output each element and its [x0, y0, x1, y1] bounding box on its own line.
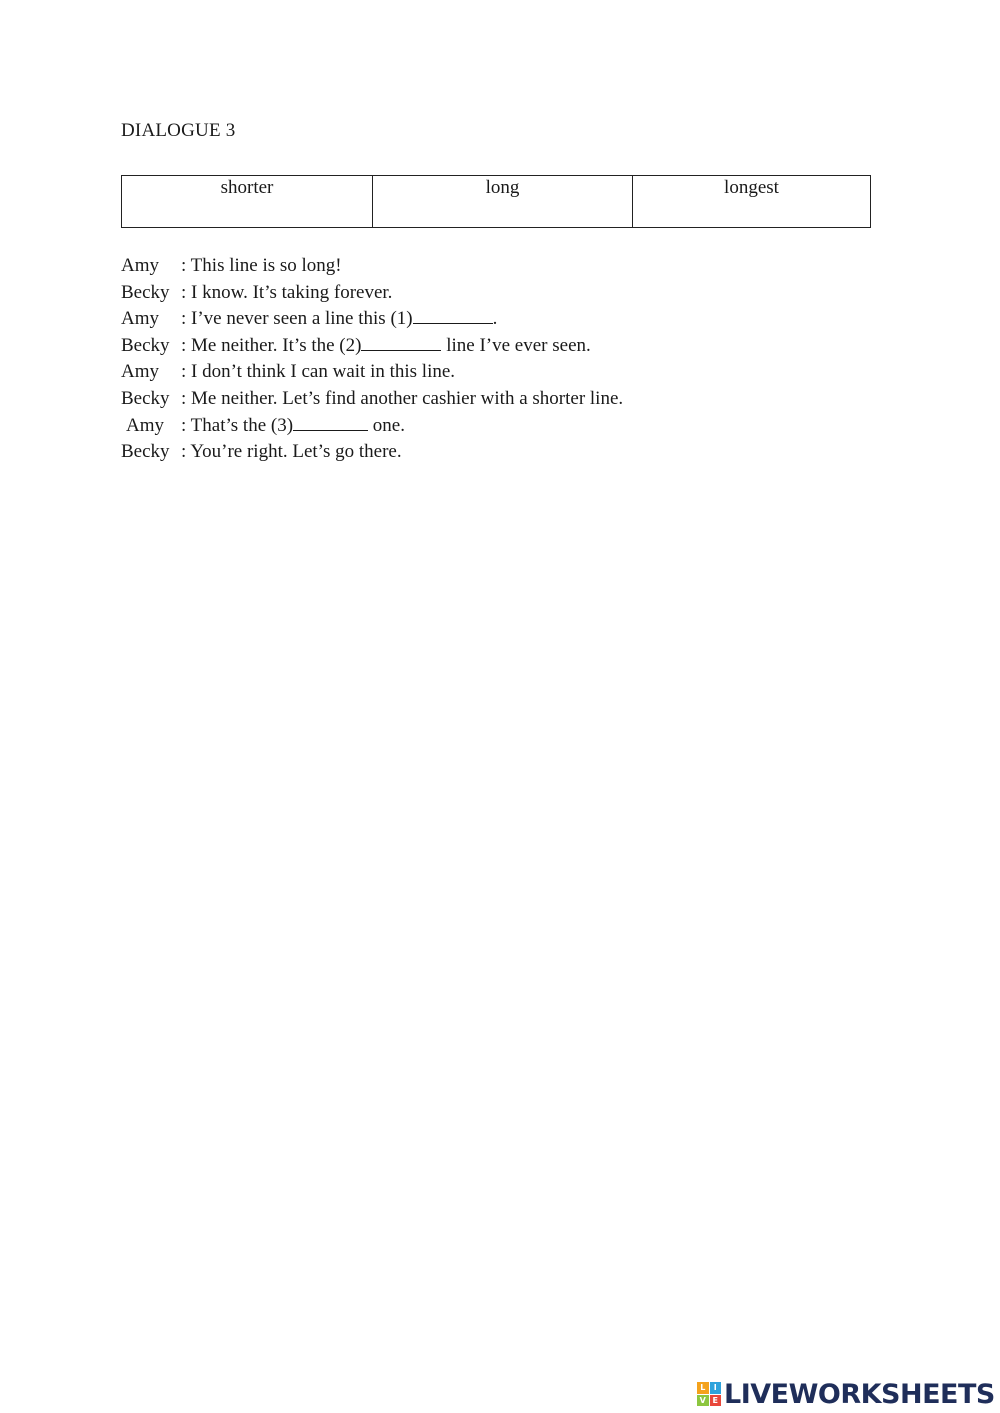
speaker-name: Amy — [126, 414, 164, 436]
dialogue-line — [121, 386, 623, 413]
speaker-name: Amy — [121, 361, 159, 383]
line-text: : I don’t think I can wait in this line. — [181, 361, 456, 383]
dialogue-line — [121, 439, 623, 466]
word-option: shorter — [122, 176, 373, 228]
blank-3-input[interactable] — [293, 414, 368, 431]
line-text: : This line is so long! — [181, 255, 342, 276]
brand-name: LIVEWORKSHEETS — [724, 1378, 995, 1410]
word-box — [121, 175, 871, 228]
blank-1-input[interactable] — [413, 307, 493, 324]
speaker-name: Becky — [121, 281, 170, 303]
speaker-name: Amy — [121, 255, 159, 276]
dialogue-title: DIALOGUE 3 — [121, 120, 236, 141]
logo-letter: L — [697, 1382, 709, 1394]
word-option: longest — [633, 176, 871, 228]
liveworksheets-logo — [697, 1379, 995, 1409]
blank-2-input[interactable] — [361, 334, 441, 351]
dialogue-line — [121, 280, 623, 307]
logo-letter: I — [710, 1382, 722, 1394]
line-text-before: : I’ve never seen a line this (1) — [181, 308, 413, 330]
speaker-name: Becky — [121, 334, 170, 356]
dialogue-body — [121, 253, 623, 466]
dialogue-line — [121, 253, 623, 280]
line-text: : I know. It’s taking forever. — [181, 281, 393, 303]
speaker-name: Amy — [121, 308, 159, 330]
dialogue-line — [121, 306, 623, 333]
speaker-name: Becky — [121, 387, 170, 409]
line-text: : Me neither. Let’s find another cashier with a shorter line. — [181, 387, 624, 409]
dialogue-line — [121, 333, 623, 360]
line-text-after: . — [492, 308, 498, 330]
dialogue-line — [121, 359, 623, 386]
line-text-after: one. — [368, 414, 405, 436]
logo-letter: E — [710, 1395, 722, 1407]
line-text: : You’re right. Let’s go there. — [181, 441, 402, 463]
word-option: long — [373, 176, 633, 228]
line-text-before: : Me neither. It’s the (2) — [181, 334, 362, 356]
logo-letter: V — [697, 1395, 709, 1407]
line-text-before: : That’s the (3) — [181, 414, 294, 436]
dialogue-line — [121, 413, 623, 440]
line-text-after: line I’ve ever seen. — [441, 334, 591, 356]
speaker-name: Becky — [121, 441, 170, 463]
logo-mark-icon — [697, 1382, 721, 1406]
